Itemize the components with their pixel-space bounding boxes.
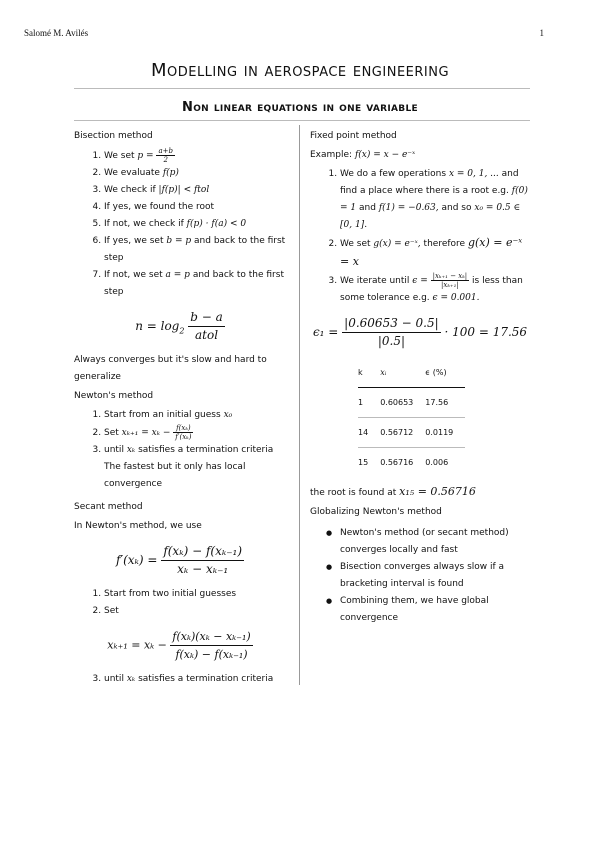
- title-divider: [74, 88, 530, 89]
- fixed-point-example: Example: f(x) = x − e⁻ˣ: [310, 150, 416, 160]
- table-row: 14 0.56712 0.0119: [358, 418, 465, 448]
- secant-steps: [74, 586, 286, 620]
- column-divider: [299, 125, 300, 685]
- bisection-formula: $n = \log_2$ $\frac{b - a}{\text{atol}}$: [135, 310, 223, 342]
- table-row: 15 0.56716 0.006: [358, 458, 449, 467]
- newton-heading: Newton's method: [74, 391, 154, 401]
- header-author: Salomé M. Avilés: [24, 28, 89, 38]
- table-header: ϵ (%): [425, 368, 447, 377]
- epsilon-formula: ϵ₁ = $\frac{|0.60653 - 0.5|}{|0.5|}$ · 100 = 17.56: [312, 316, 528, 348]
- list-item: 3. until xₖ satisfies a termination criteria: [104, 671, 286, 688]
- table-header: k: [358, 368, 363, 377]
- secant-intro: In Newton's method, we use: [74, 521, 202, 531]
- list-item: 4. If yes, we found the root: [104, 199, 286, 216]
- globalizing-heading: Globalizing Newton's method: [310, 507, 442, 517]
- fixed-point-heading: Fixed point method: [310, 131, 397, 141]
- list-item: 1. Start from an initial guess x₀: [104, 407, 286, 424]
- list-item: 3. until xₖ satisfies a termination criteria The fastest but it only has local convergence: [104, 442, 286, 493]
- list-item: 2. Set xₖ₊₁ = xₖ − $\frac{\text{f(xₖ)}}{\text{f′(xₖ)}}$: [104, 424, 286, 442]
- fixed-point-steps: [310, 166, 530, 307]
- list-item: 2. We set g(x) = e⁻ˣ, therefore g(x) = e⁻ˣ = x: [340, 234, 530, 272]
- globalizing-bullets: [310, 525, 530, 627]
- bisection-note: Always converges but it's slow and hard to generalize: [74, 355, 267, 382]
- right-column: [310, 128, 530, 631]
- list-item: 7. If not, we set a = p and back to the first step: [104, 267, 286, 301]
- list-item: 3. We check if |f(p)| < ftol: [104, 182, 286, 199]
- secant-steps-cont: [74, 671, 286, 688]
- list-item: ● Newton's method (or secant method) converges locally and fast: [340, 525, 530, 559]
- list-item: 5. If not, we check if f(p) · f(a) < 0: [104, 216, 286, 233]
- secant-update-formula: xₖ₊₁ = xₖ − $\frac{\text{f(xₖ)(xₖ − xₖ₋₁)}}{\text{f(xₖ) − f(xₖ₋₁)}}$: [107, 630, 251, 661]
- bisection-steps: [74, 147, 286, 301]
- list-item: 1. We do a few operations x = 0, 1, ... and find a place where there is a root e.g. f(0) = 1 and f(1) = −0.63, and so x₀ = 0.5 ∈ [0, 1].: [340, 166, 530, 234]
- secant-heading: Secant method: [74, 502, 143, 512]
- bisection-heading: Bisection method: [74, 131, 153, 141]
- newton-steps: [74, 407, 286, 493]
- list-item: 2. Set: [104, 603, 286, 620]
- table-header: xᵢ: [380, 368, 387, 377]
- list-item: 2. We evaluate f(p): [104, 165, 286, 182]
- section-divider: [74, 120, 530, 121]
- iteration-table: [358, 358, 465, 477]
- list-item: ● Bisection converges always slow if a bracketing interval is found: [340, 559, 530, 593]
- list-item: 1. We set p = $\frac{a+b}{2}$: [104, 147, 286, 165]
- list-item: ● Combining them, we have global convergence: [340, 593, 530, 627]
- left-column: [74, 128, 286, 692]
- table-header-row: [358, 358, 465, 388]
- root-result: the root is found at x₁₅ = 0.56716: [310, 485, 476, 498]
- section-title: Non linear equations in one variable: [182, 100, 418, 115]
- list-item: 1. Start from two initial guesses: [104, 586, 286, 603]
- document-title: Modelling in aerospace engineering: [150, 60, 450, 81]
- secant-derivative-formula: f′(xₖ) = $\frac{\text{f(xₖ) − f(xₖ₋₁)}}{\text{xₖ − xₖ₋₁}}$: [115, 544, 243, 576]
- list-item: 3. We iterate until ϵ = $\frac{\text{|xₖ₊₁ − xₖ|}}{\text{|xₖ₊₁|}}$ is less than some tolerance e.g. ϵ = 0.001.: [340, 272, 530, 307]
- table-row: 1 0.60653 17.56: [358, 388, 465, 418]
- header-page-number: 1: [539, 28, 544, 38]
- list-item: 6. If yes, we set b = p and back to the first step: [104, 233, 286, 267]
